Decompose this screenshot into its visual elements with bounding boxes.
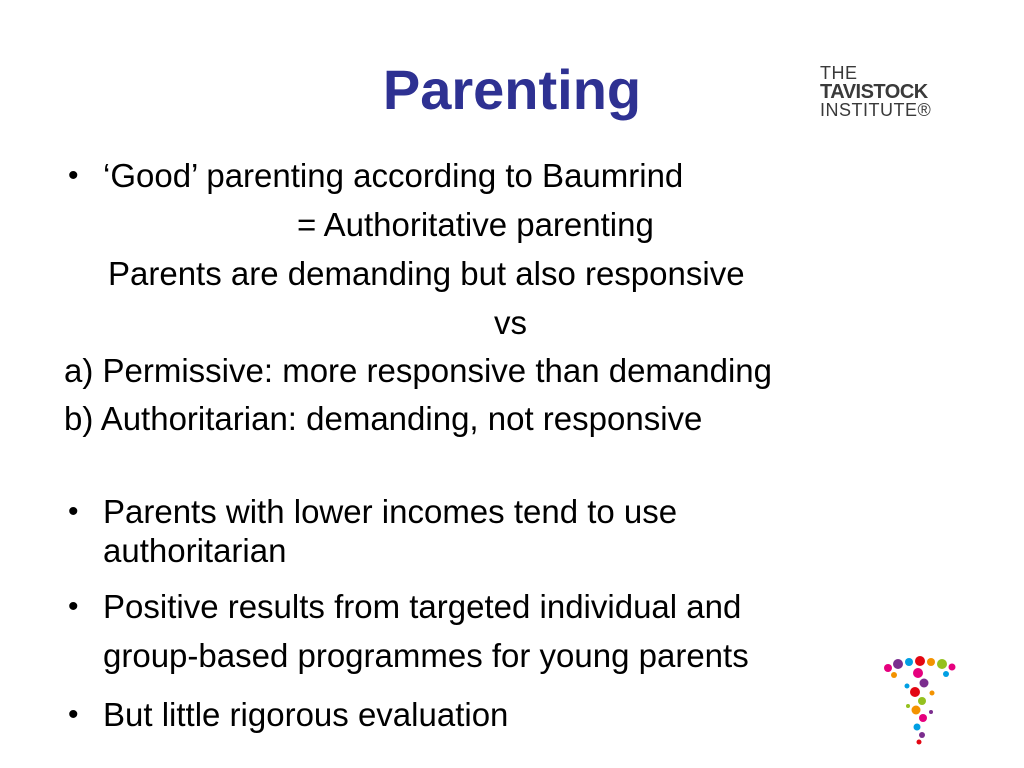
line-lower-incomes: Parents with lower incomes tend to use: [103, 493, 678, 530]
line-good-parenting: ‘Good’ parenting according to Baumrind: [103, 157, 684, 194]
line-little-evaluation: But little rigorous evaluation: [103, 696, 509, 733]
line-authoritative: = Authoritative parenting: [297, 206, 654, 243]
line-permissive: a) Permissive: more responsive than demanding: [64, 352, 773, 389]
line-authoritarian: b) Authoritarian: demanding, not responsive: [64, 400, 703, 437]
tavistock-logo: [820, 64, 945, 122]
logo-line-1: THE: [820, 63, 858, 83]
slide-title: Parenting: [382, 58, 642, 121]
tavistock-t-mark-icon: [880, 648, 960, 748]
bullet-icon: •: [68, 590, 79, 623]
line-positive-results: Positive results from targeted individual and: [103, 588, 742, 625]
bullet-icon: •: [68, 698, 79, 731]
bullet-icon: •: [68, 495, 79, 528]
logo-line-3: INSTITUTE®: [820, 100, 932, 120]
line-vs: vs: [494, 304, 527, 341]
logo-line-2: TAVISTOCK: [820, 81, 928, 103]
line-demanding-responsive: Parents are demanding but also responsive: [108, 255, 745, 292]
bullet-icon: •: [68, 159, 79, 192]
line-lower-incomes-cont: authoritarian: [103, 532, 287, 569]
line-positive-results-cont: group-based programmes for young parents: [103, 637, 749, 674]
